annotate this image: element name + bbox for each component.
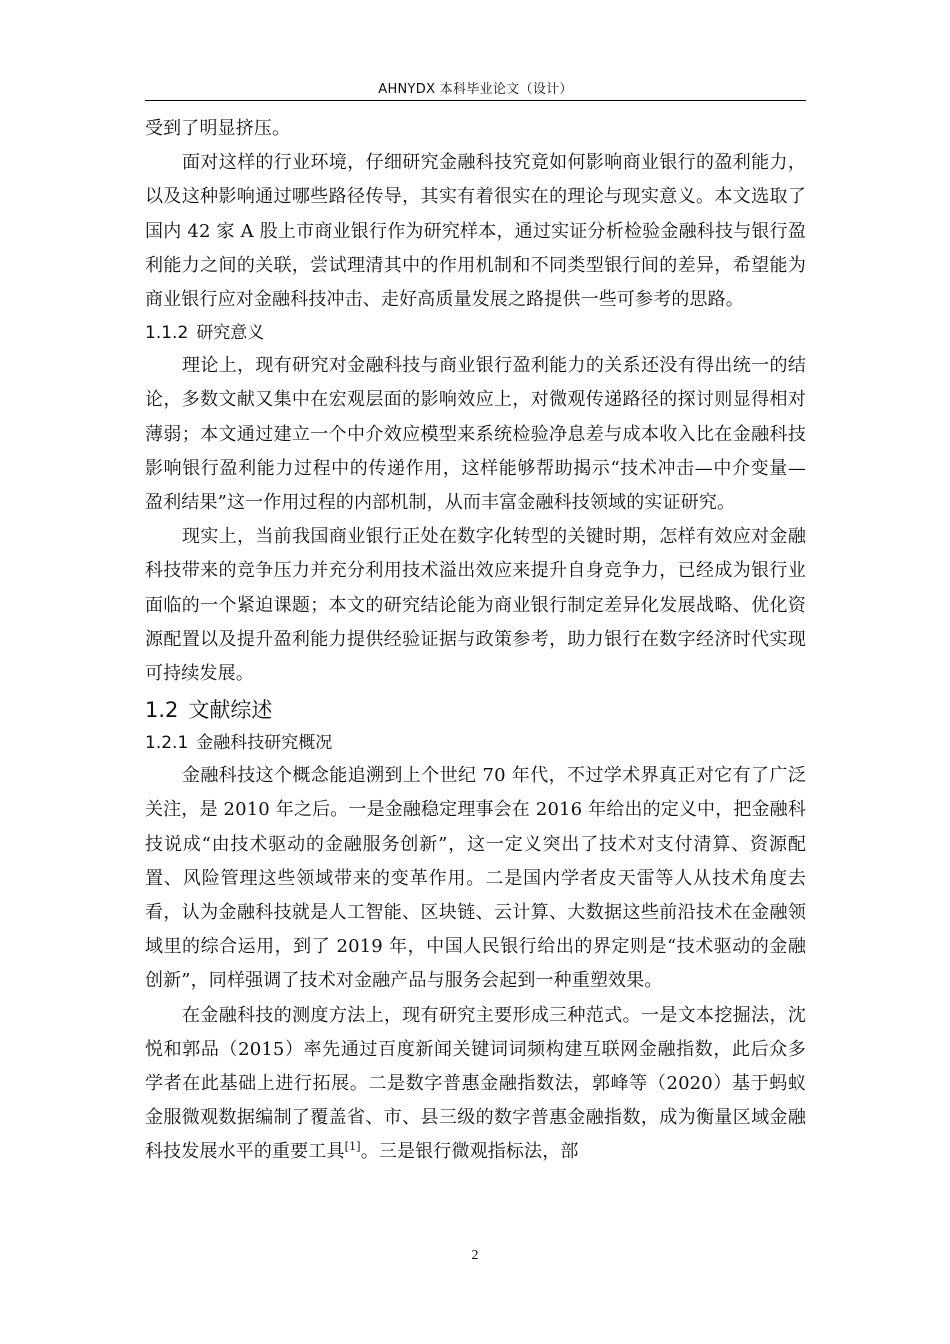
running-header: AHNYDX 本科毕业论文（设计） (378, 82, 573, 97)
paragraph (145, 999, 806, 1170)
section-heading-1-2-1 (145, 727, 806, 759)
citation-link[interactable]: [1] (344, 1140, 361, 1154)
paragraph-text: 。三是银行微观指标法，部 (360, 1141, 579, 1163)
header-rule (145, 100, 806, 101)
paragraph-text: 在金融科技的测度方法上，现有研究主要形成三种范式。一是文本挖掘法，沈悦和郭品（2015）率先通过百度新闻关键词词频构建互联网金融指数，此后众多学者在此基础上进行拓展。二是数字普惠金融指数法，郭峰等（2020）基于蚂蚁金服微观数据编制了覆盖省、市、县三级的数字普惠金融指数，成为衡量区域金融科技发展水平的重要工具 (145, 1004, 806, 1163)
section-title: 文献综述 (188, 698, 273, 723)
body-content (145, 112, 806, 1170)
section-heading-1-2 (145, 693, 806, 727)
section-number: 1.2 (145, 698, 179, 723)
paragraph-continuation: 受到了明显挤压。 (145, 118, 291, 139)
section-title: 研究意义 (196, 323, 265, 344)
section-number: 1.2.1 (145, 733, 189, 754)
section-number: 1.1.2 (145, 323, 189, 344)
section-heading-1-1-2 (145, 317, 806, 349)
section-title: 金融科技研究概况 (196, 733, 333, 754)
page-number: 2 (471, 1248, 479, 1263)
paragraph: 面对这样的行业环境，仔细研究金融科技究竟如何影响商业银行的盈利能力，以及这种影响通过哪些路径传导，其实有着很实在的理论与现实意义。本文选取了国内 42 家 A 股上市商业银行作为研究样本，通过实证分析检验金融科技与银行盈利能力之间的关联，尝试理清其中的作用机制和不同类型银行间的差异，希望能为商业银行应对金融科技冲击、走好高质量发展之路提供一些可参考的思路。 (145, 152, 806, 311)
paragraph: 金融科技这个概念能追溯到上个世纪 70 年代，不过学术界真正对它有了广泛关注，是 2010 年之后。一是金融稳定理事会在 2016 年给出的定义中，把金融科技说成“由技术驱动的金融服务创新”，这一定义突出了技术对支付清算、资源配置、风险管理这些领域带来的变革作用。二是国内学者皮天雷等人从技术角度去看，认为金融科技就是人工智能、区块链、云计算、大数据这些前沿技术在金融领域里的综合运用，到了 2019 年，中国人民银行给出的界定则是“技术驱动的金融创新”，同样强调了技术对金融产品与服务会起到一种重塑效果。 (145, 765, 806, 992)
paragraph: 理论上，现有研究对金融科技与商业银行盈利能力的关系还没有得出统一的结论，多数文献又集中在宏观层面的影响效应上，对微观传递路径的探讨则显得相对薄弱；本文通过建立一个中介效应模型来系统检验净息差与成本收入比在金融科技影响银行盈利能力过程中的传递作用，这样能够帮助揭示“技术冲击—中介变量—盈利结果”这一作用过程的内部机制，从而丰富金融科技领域的实证研究。 (145, 355, 806, 514)
paragraph: 现实上，当前我国商业银行正处在数字化转型的关键时期，怎样有效应对金融科技带来的竞争压力并充分利用技术溢出效应来提升自身竞争力，已经成为银行业面临的一个紧迫课题；本文的研究结论能为商业银行制定差异化发展战略、优化资源配置以及提升盈利能力提供经验证据与政策参考，助力银行在数字经济时代实现可持续发展。 (145, 526, 806, 685)
